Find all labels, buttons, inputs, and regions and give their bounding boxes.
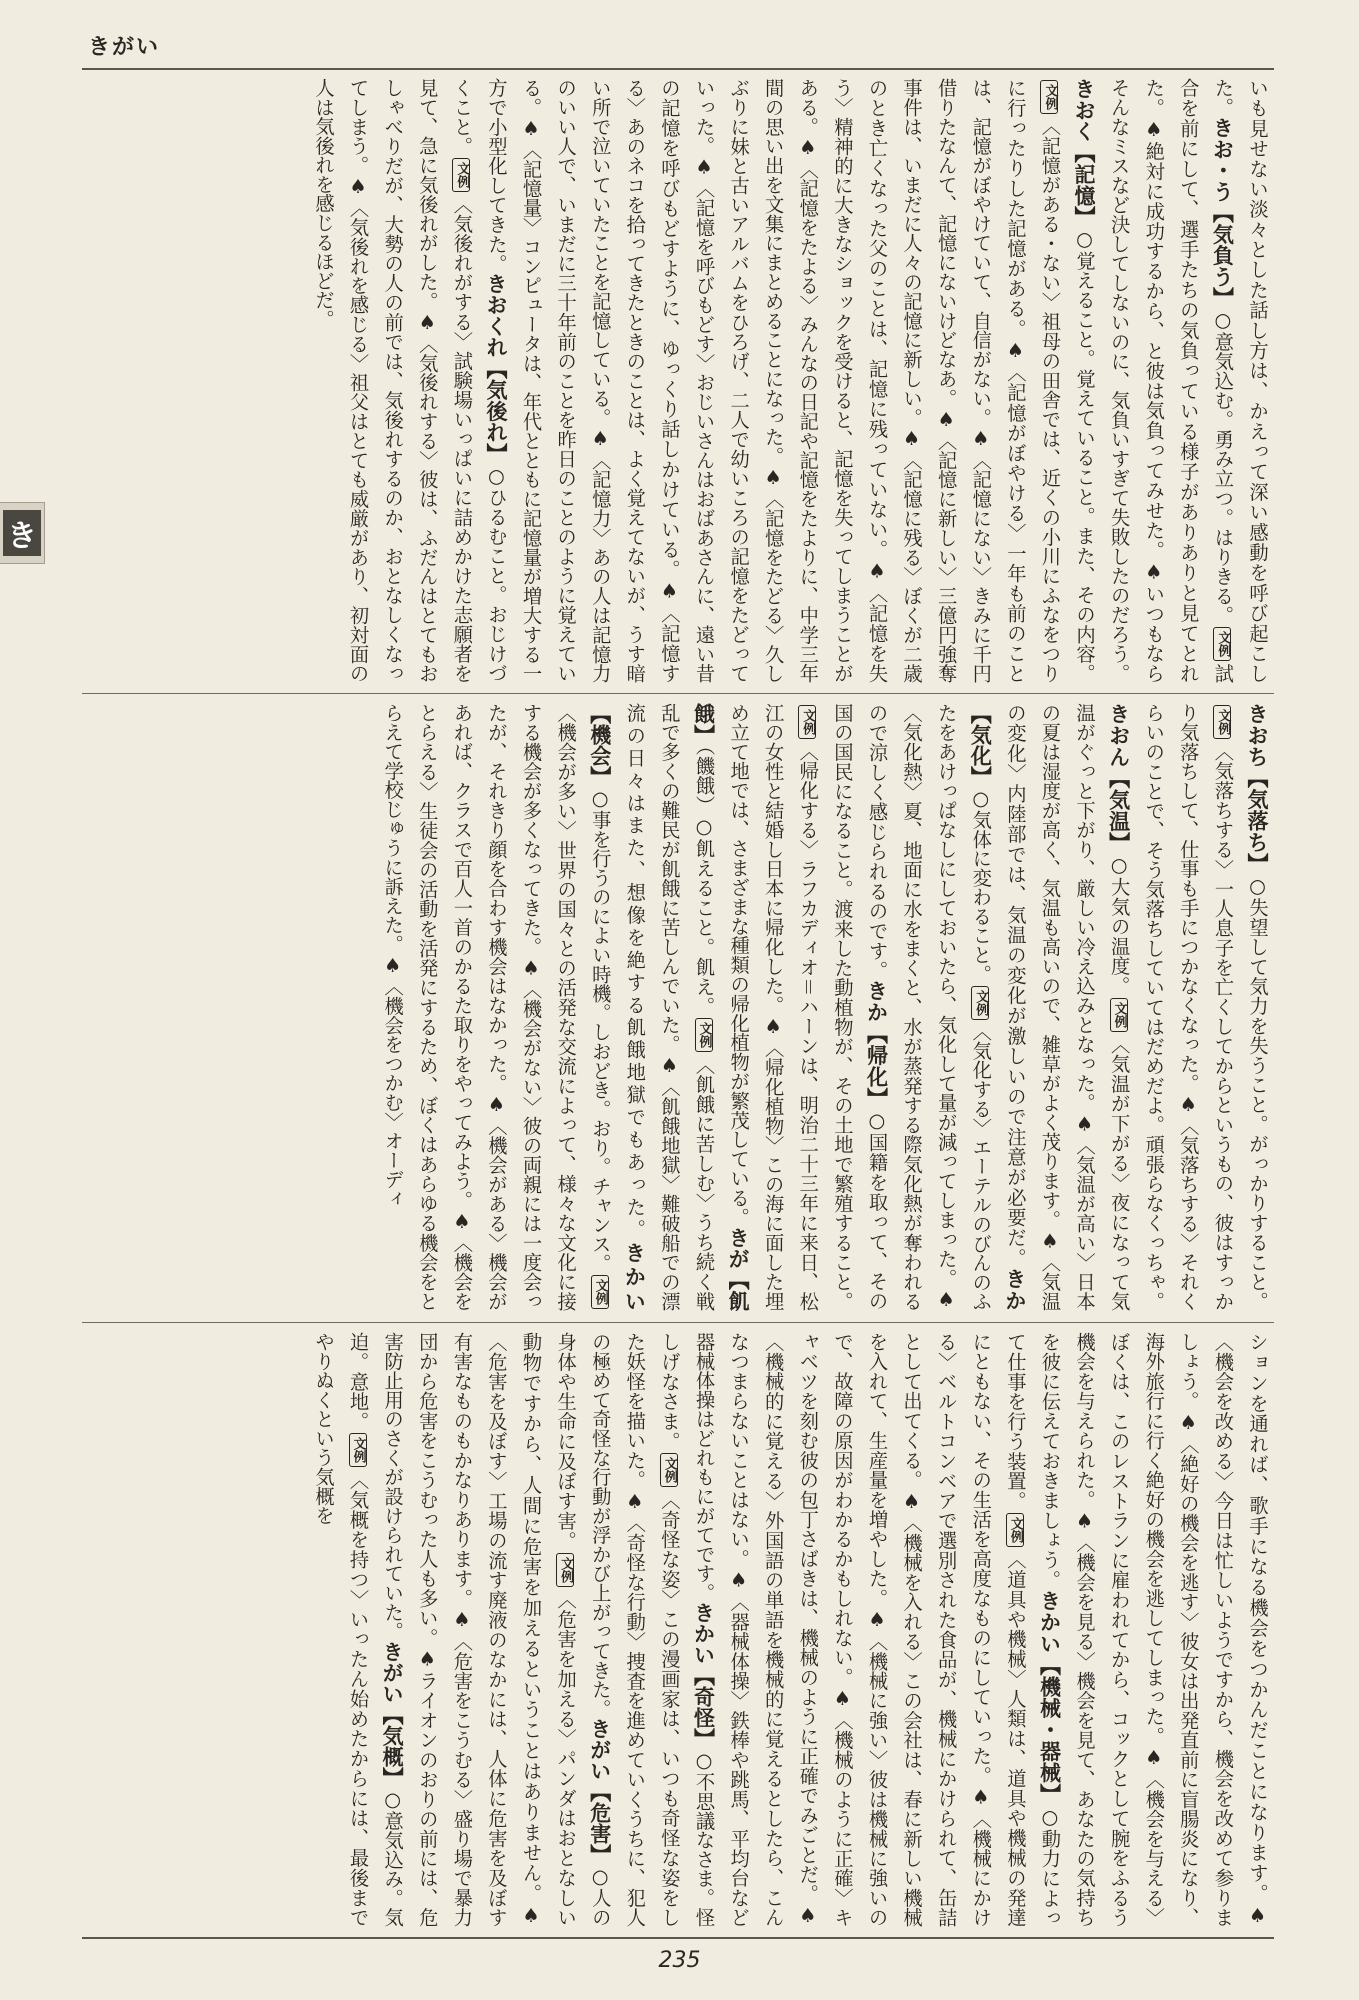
entry-kanji: 【気落ち】 (1245, 767, 1269, 875)
entry-headword: きかい (1037, 1589, 1062, 1655)
entry-kanji: 【気温】 (1106, 767, 1131, 854)
entry-definition: ○事を行うのによい時機。しおどき。おり。チャンス。 (588, 787, 612, 1274)
entry-headword: きお・う (1210, 117, 1235, 203)
example-badge: 文例 (452, 158, 470, 192)
dictionary-entry (381, 1332, 612, 1927)
entry-kanji: 【奇怪】 (691, 1665, 716, 1750)
entry-headword: きおん (1106, 703, 1131, 768)
entry-kanji: 【帰化】 (864, 1023, 889, 1110)
example-badge: 文例 (695, 1018, 713, 1052)
entry-definition: ○大気の温度。 (1107, 853, 1131, 996)
dictionary-entry (312, 78, 508, 683)
tier-divider-2 (82, 1322, 1274, 1323)
entry-examples: 〈記憶がある・ない〉祖母の田舎では、近くの小川にふなをつりに行ったりした記憶がある。♠〈記憶がぼやける〉一年も前のことは、記憶がぼやけていて、自信がない。♠〈記憶にない〉きみに千円借りたなんて、記憶にないけどなあ。♠〈記憶に新しい〉三億円強奪事件は、いまだに人々の記憶に新しい。♠〈記憶に残る〉ぼくが二歳のとき亡くなった父のことは、記憶に残っていない。♠〈記憶を失う〉精神的に大きなショックを受けると、記憶を失ってしまうことがある。♠〈記憶をたよる〉みんなの日記や記憶をたよりに、中学三年間の思い出を文集にまとめることになった。♠〈記憶をたどる〉久しぶりに妹と古いアルバムをひろげ、二人で幼いころの記憶をたどっていった。♠〈記憶を呼びもどす〉おじいさんはおばあさんに、遠い昔の記憶を呼びもどすように、ゆっくり話しかけている。♠〈記憶する〉あのネコを拾ってきたときのことは、よく覚えてないが、うす暗い所で泣いていたことを記憶している。♠〈記憶力〉あの人は記憶力のいい人で、いまだに三十年前のことを昨日のことのように覚えている。♠〈記憶量〉コンピュータは、年代とともに記憶量が増大する一方で小型化してきた。 (484, 78, 1062, 683)
entry-examples: 〈道具や機械〉人類は、道具や機械の発達にともない、その生活を高度なものにしていった。♠〈機械にかける〉ベルトコンベアで選別された食品が、機械にかけられて、缶詰として出てくる。♠〈機械を入れる〉この会社は、春に新しい機械を入れて、生産量を増やした。♠〈機械に強い〉彼は機械に強いので、故障の原因がわかるかもしれない。♠〈機械のように正確〉キャベツを刻む彼の包丁さばきは、機械のように正確でみごとだ。♠〈機械的に覚える〉外国語の単語を機械的に覚えるとしたら、こんなつまらないことはない。♠〈器械体操〉鉄棒や跳馬、平均台など器械体操はどれもにがてです。 (692, 1332, 1027, 1927)
continued-text: いも見せない淡々とした話し方は、かえって深い感動を呼び起こした。 (1211, 78, 1269, 683)
entry-headword: きかい (691, 1602, 716, 1666)
entry-headword: きおくれ (483, 273, 508, 359)
example-badge: 文例 (591, 1275, 609, 1309)
example-badge: 文例 (660, 1453, 678, 1487)
entry-headword: きがい (587, 1718, 612, 1782)
entry-examples: 試合を前にして、選手たちの気負っている様子がありありと見てとれた。♠絶対に成功するから、と彼は気負ってみせた。♠いつもならそんなミスなど決してしないのに、気負いすぎて失敗したのだろう。 (1107, 78, 1235, 683)
entry-definition: （饑餓）○飢えること。飢え。 (692, 745, 716, 1017)
top-rule (82, 68, 1274, 70)
tier-1 (82, 78, 1274, 683)
example-badge: 文例 (1110, 998, 1128, 1032)
page-number: 235 (658, 1948, 701, 1973)
entry-examples: 〈機会が多い〉世界の国々との活発な交流によって、様々な文化に接する機会が多くなってきた。♠〈機会がない〉彼の両親には一度会ったが、それきり顔を合わす機会はなかった。♠〈機会がある〉機会があれば、クラスで百人一首のかるた取りをやってみよう。♠〈機会をとらえる〉生徒会の活動を活発にするため、ぼくはあらゆる機会をとらえて学校じゅうに訴えた。♠〈機会をつかむ〉オーディ (381, 703, 578, 1311)
dictionary-entry (693, 1332, 1062, 1927)
entry-definition: ○気体に変わること。 (969, 787, 993, 984)
entry-definition: ○覚えること。覚えていること。また、その内容。 (1073, 227, 1097, 683)
running-head: きがい (88, 35, 161, 60)
entry-examples: 〈奇怪な姿〉この漫画家は、いつも奇怪な姿をした妖怪を描いた。♠〈奇怪な行動〉捜査を進めていくうちに、犯人の極めて奇怪な行動が浮かび上がってきた。 (588, 1332, 681, 1927)
entry-definition: ○失望して気力を失うこと。がっかりすること。 (1246, 874, 1269, 1311)
entry-definition: ○人の身体や生命に及ぼす害。 (554, 1332, 612, 1927)
tier-2 (82, 703, 1274, 1311)
dictionary-entry (1142, 703, 1269, 1311)
example-badge: 文例 (1006, 1513, 1024, 1547)
entry-examples: 〈気後れがする〉試験場いっぱいに詰めかけた志願者を見て、急に気後れがした。♠〈気後れする〉彼は、ふだんはとてもおしゃべりだが、大勢の人の前では、気後れするのか、おとなしくなってしまう。♠〈気後れを感じる〉祖父はとても威厳があり、初対面の人は気後れを感じるほどだ。 (311, 78, 474, 683)
example-badge: 文例 (1213, 627, 1231, 661)
example-badge: 文例 (349, 1433, 367, 1467)
entry-definition: ○意気込み。気迫。意地。 (346, 1332, 405, 1927)
example-badge: 文例 (1213, 705, 1231, 739)
entry-headword: きかい (622, 1241, 647, 1311)
example-badge: 文例 (556, 1553, 574, 1587)
entry-definition: ○ひるむこと。おじけづくこと。 (450, 78, 508, 683)
entry-definition: ○不思議なさま。怪しげなさま。 (657, 1332, 716, 1927)
entry-kanji: 【気負う】 (1210, 202, 1235, 309)
entry-examples: 〈危害を加える〉パンダはおとなしい動物ですから、人間に危害を加えるということはありません。♠〈危害を及ぼす〉工場の流す廃液のなかには、人体に危害を及ぼす有害なものもかなりあります。♠〈危害をこうむる〉盛り場で暴力団から危害をこうむった人も多い。♠ライオンのおりの前には、危害防止用のさくが設けられていた。 (381, 1332, 578, 1927)
entry-kanji: 【危害】 (587, 1781, 612, 1866)
entry-headword: きおく (1072, 78, 1097, 143)
entry-examples: 〈気落ちする〉一人息子を亡くしてからというもの、彼はすっかり気落ちして、仕事も手につかなくなった。♠〈気落ちする〉それくらいのことで、そう気落ちしていてはだめだよ。頑張らなくっちゃ。 (1142, 703, 1235, 1311)
entry-kanji: 【記憶】 (1072, 142, 1097, 228)
entry-kanji: 【機械・器械】 (1037, 1654, 1062, 1805)
entry-definition: ○動力によって仕事を行う装置。 (1003, 1332, 1062, 1927)
bottom-rule (82, 1937, 1274, 1939)
entry-kanji: 【気概】 (380, 1704, 405, 1789)
entry-kanji: 【気化】 (968, 703, 993, 788)
entry-headword: きがい (380, 1640, 405, 1705)
example-badge: 文例 (798, 705, 816, 739)
entry-definition: ○国籍を取って、その国の国民になること。渡来した動植物が、その土地で繁殖すること。 (830, 703, 889, 1311)
entry-definition: ○意気込む。勇み立つ。はりきる。 (1211, 308, 1235, 626)
entry-headword: きか (864, 980, 889, 1024)
entry-kanji: 【気後れ】 (483, 358, 508, 465)
tier-3 (82, 1332, 1274, 1927)
continued-text: ションを通れば、歌手になる機会をつかんだことになります。♠〈機会を改める〉今日は忙しいようですから、機会を改めて参りましょう。♠〈絶好の機会を逃す〉彼女は出発直前に盲腸炎になり、海外旅行に行く絶好の機会を逃してしまった。♠〈機会を与える〉ぼくは、このレストランに雇われてから、コックとして腕をふるう機会を与えられた。♠〈機会を見る〉機会を見て、あなたの気持ちを彼に伝えておきましょう。 (1038, 1332, 1269, 1927)
thumb-index-tab (0, 502, 45, 564)
entry-kanji: 【機会】 (587, 703, 612, 788)
entry-examples: 〈気温が下がる〉夜になって気温がぐっと下がり、厳しい冷え込みとなった。♠〈気温が高い〉日本の夏は湿度が高く、気温も高いので、雑草がよく茂ります。♠〈気温の変化〉内陸部では、気温の変化が激しいので注意が必要だ。 (1003, 703, 1131, 1311)
entry-headword: きが (726, 1226, 751, 1269)
entry-headword: きか (1002, 1268, 1027, 1311)
entry-examples: 〈帰化する〉ラフカディオ＝ハーンは、明治二十三年に来日、松江の女性と結婚し日本に帰化した。♠〈帰化植物〉この海に面した埋め立て地では、さまざまな種類の帰化植物が繁茂している。 (727, 703, 820, 1311)
tier-divider-1 (82, 693, 1274, 694)
entry-examples: 〈飢餓に苦しむ〉うち続く戦乱で多くの難民が飢餓に苦しんでいた。♠〈飢餓地獄〉難破船での漂流の日々はまた、想像を絶する飢餓地獄でもあった。 (623, 703, 716, 1311)
dictionary-entry (485, 78, 1096, 683)
entry-kanji: 【飢餓】 (691, 703, 751, 1311)
dictionary-entry (1004, 703, 1131, 1311)
entry-headword: きおち (1245, 703, 1269, 768)
entry-examples: 〈気概を持つ〉いったん始めたからには、最後までやりぬくという気概を (311, 1332, 370, 1927)
dictionary-entry (865, 703, 1026, 1311)
example-badge: 文例 (1040, 80, 1058, 114)
thumb-index-label: き (3, 510, 41, 556)
dictionary-entry (1108, 78, 1235, 683)
example-badge: 文例 (971, 986, 989, 1020)
dictionary-entry (381, 703, 646, 1311)
entry-examples: 〈気化する〉エーテルのびんのふたをあけっぱなしにしておいたら、気化して量が減ってしまった。♠〈気化熱〉夏、地面に水をまくと、水が蒸発する際気化熱が奪われるので涼しく感じられるのです。 (865, 703, 993, 1311)
